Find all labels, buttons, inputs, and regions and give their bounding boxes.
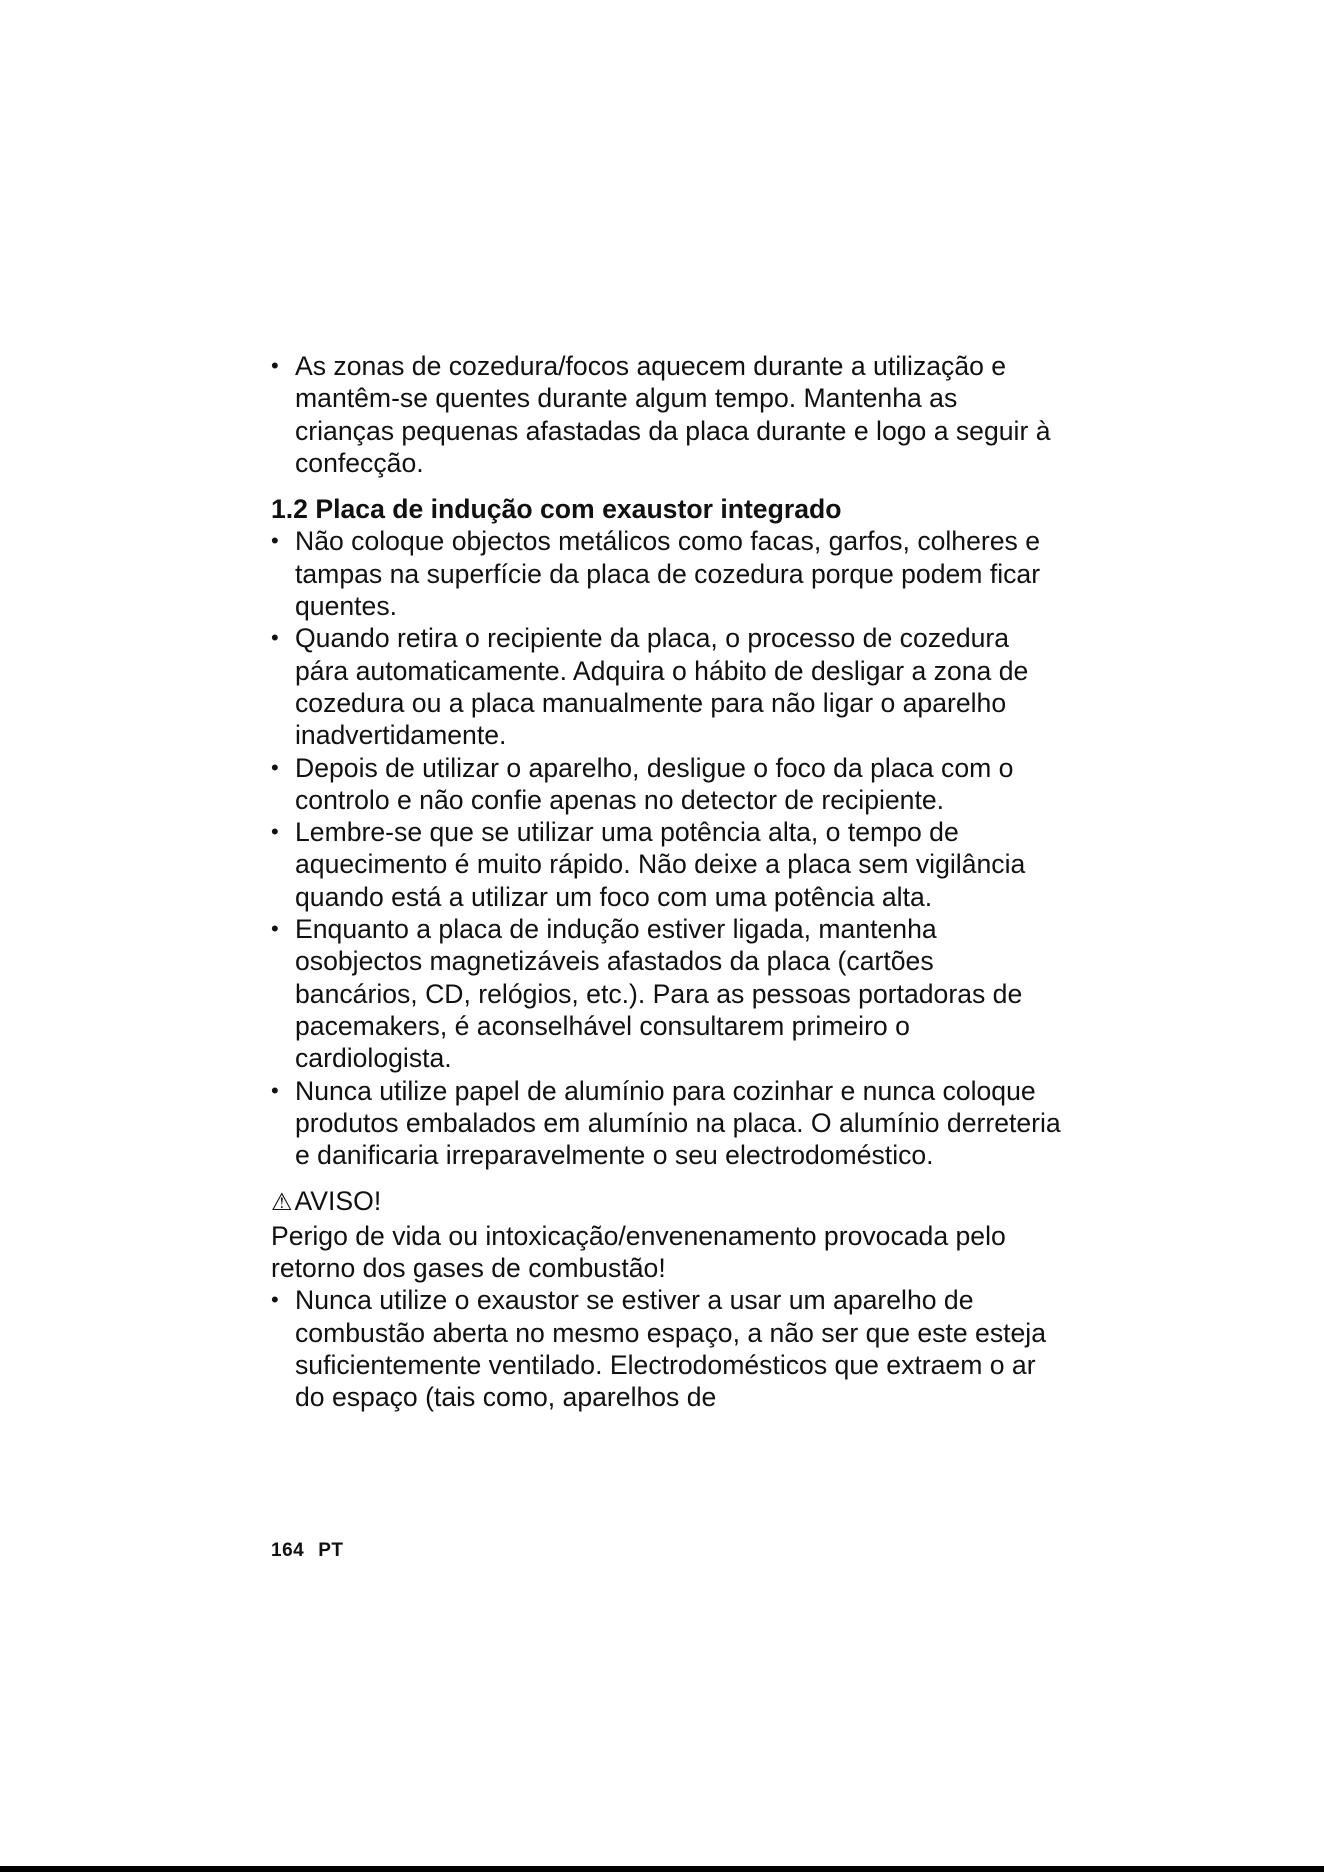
bullet-marker: • (271, 353, 279, 378)
list-item (271, 752, 1061, 817)
list-item-text: Depois de utilizar o aparelho, desligue o foco da placa com o controlo e não confie apenas no detector de recipiente. (295, 752, 1014, 815)
list-item-text: Nunca utilize o exaustor se estiver a usar um aparelho de combustão aberta no mesmo espaço, a não ser que este esteja suficientemente ventilado. Electrodomésticos que extraem o ar do espaço (tais como, aparelhos de (295, 1285, 1046, 1413)
list-item-text: Enquanto a placa de indução estiver ligada, mantenha osobjectos magnetizáveis afastados da placa (cartões bancários, CD, relógios, etc.). Para as pessoas portadoras de pacemakers, é aconselhável consultarem primeiro o cardiologista. (295, 914, 1023, 1074)
language-code: PT (318, 1540, 344, 1561)
bullet-marker: • (271, 528, 279, 554)
bullet-marker: • (271, 1077, 279, 1103)
intro-bullet-list (271, 350, 1061, 479)
page-number: 164 (271, 1540, 305, 1561)
section-heading: 1.2 Placa de indução com exaustor integrado (271, 494, 842, 525)
warning-bullet-list (271, 1284, 1061, 1413)
section-bullet-list (271, 525, 1061, 1171)
warning-title: AVISO! (294, 1186, 382, 1217)
warning-triangle-icon: ⚠ (271, 1189, 293, 1217)
document-body (271, 350, 1061, 1414)
warning-text: Perigo de vida ou intoxicação/envenenamento provocada pelo retorno dos gases de combustão! (271, 1220, 1006, 1284)
list-item (271, 816, 1061, 913)
list-item (271, 350, 1061, 479)
list-item (271, 525, 1061, 622)
list-item (271, 622, 1061, 751)
list-item-text: Lembre-se que se utilizar uma potência alta, o tempo de aquecimento é muito rápido. Não deixe a placa sem vigilância quando está a utilizar um foco com uma potência alta. (295, 817, 1026, 912)
page-footer (271, 1540, 343, 1562)
list-item (271, 1284, 1061, 1413)
list-item-text: Não coloque objectos metálicos como facas, garfos, colheres e tampas na superfície da placa de cozedura porque podem ficar quentes. (295, 526, 1041, 622)
bullet-marker: • (271, 625, 279, 651)
list-item-text: Quando retira o recipiente da placa, o processo de cozedura pára automaticamente. Adquira o hábito de desligar a zona de cozedura ou a placa manualmente para não ligar o aparelho inadvertidamente. (295, 623, 1029, 751)
bullet-marker: • (271, 1287, 279, 1313)
bullet-marker: • (271, 754, 279, 780)
list-item (271, 1075, 1061, 1172)
list-item-text: Nunca utilize papel de alumínio para cozinhar e nunca coloque produtos embalados em alumínio na placa. O alumínio derreteria e danificaria irreparavelmente o seu electrodoméstico. (295, 1075, 1061, 1171)
bullet-marker: • (271, 819, 279, 845)
list-item (271, 913, 1061, 1074)
bottom-border (0, 1866, 1324, 1872)
warning-heading (271, 1185, 1061, 1219)
bullet-marker: • (271, 916, 279, 942)
list-item-text: As zonas de cozedura/focos aquecem durante a utilização e mantêm-se quentes durante algum tempo. Mantenha as crianças pequenas afastadas da placa durante e logo a seguir à confecção. (295, 351, 1051, 478)
